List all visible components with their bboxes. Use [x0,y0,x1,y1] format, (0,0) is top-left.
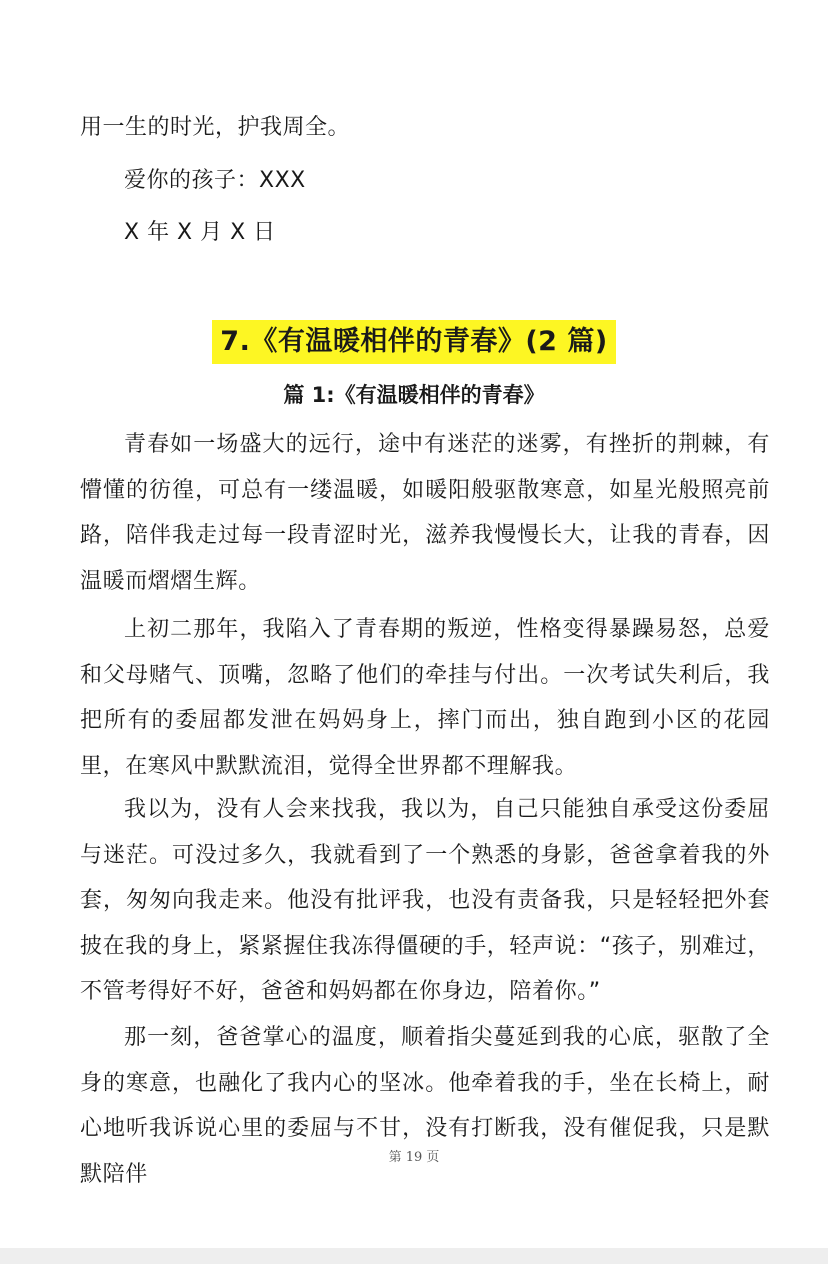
date-line: X 年 X 月 X 日 [124,220,276,245]
section-title-wrap [0,320,828,364]
paragraph-4: 那一刻，爸爸掌心的温度，顺着指尖蔓延到我的心底，驱散了全身的寒意，也融化了我内心的坚冰。他牵着我的手，坐在长椅上，耐心地听我诉说心里的委屈与不甘，没有打断我，没有催促我，只是默默陪伴 [80,1025,770,1187]
paragraph-1: 青春如一场盛大的远行，途中有迷茫的迷雾，有挫折的荆棘，有懵懂的彷徨，可总有一缕温暖，如暖阳般驱散寒意，如星光般照亮前路，陪伴我走过每一段青涩时光，滋养我慢慢长大，让我的青春，因温暖而熠熠生辉。 [80,432,770,594]
section-title: 7.《有温暖相伴的青春》(2 篇) [212,320,615,364]
paragraph-3: 我以为，没有人会来找我，我以为，自己只能独自承受这份委屈与迷茫。可没过多久，我就看到了一个熟悉的身影，爸爸拿着我的外套，匆匆向我走来。他没有批评我，也没有责备我，只是轻轻把外套披在我的身上，紧紧握住我冻得僵硬的手，轻声说：“孩子，别难过，不管考得好不好，爸爸和妈妈都在你身边，陪着你。” [80,797,770,1004]
viewer-bottom-strip [0,1248,828,1264]
signature-line: 爱你的孩子：XXX [124,168,306,193]
page-number: 第 19 页 [388,1150,440,1165]
closing-line: 用一生的时光，护我周全。 [80,115,351,140]
paragraph-2: 上初二那年，我陷入了青春期的叛逆，性格变得暴躁易怒，总爱和父母赌气、顶嘴，忽略了他们的牵挂与付出。一次考试失利后，我把所有的委屈都发泄在妈妈身上，摔门而出，独自跑到小区的花园里，在寒风中默默流泪，觉得全世界都不理解我。 [80,617,770,779]
section-subtitle: 篇 1:《有温暖相伴的青春》 [283,383,545,407]
